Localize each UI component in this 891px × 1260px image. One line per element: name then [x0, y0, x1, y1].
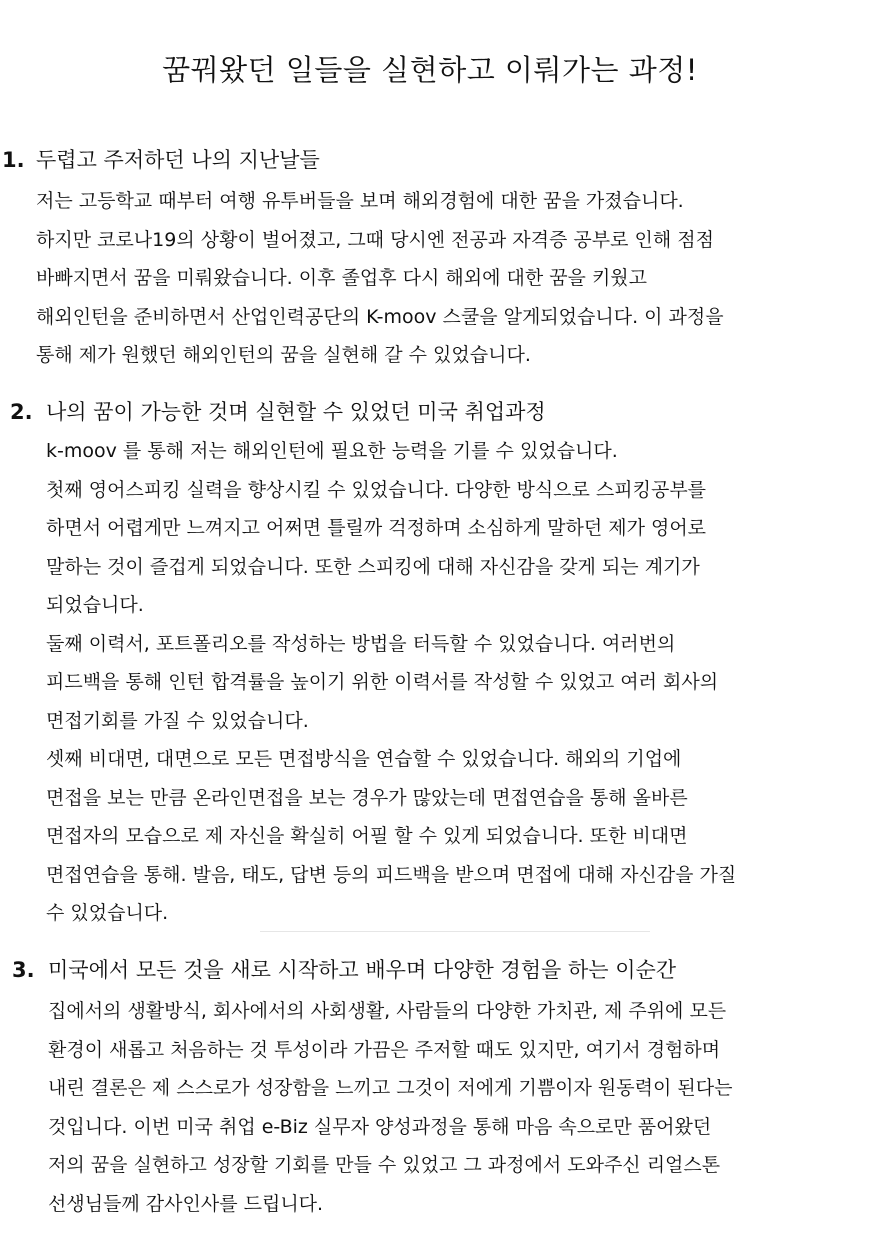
paragraph-line: 수 있었습니다.: [46, 902, 169, 924]
paragraph-line: 하지만 코로나19의 상황이 벌어졌고, 그때 당시엔 전공과 자격증 공부로 인해 점점: [36, 228, 714, 251]
paragraph-line: 되었습니다.: [46, 594, 144, 616]
paragraph-line: 면접자의 모습으로 제 자신을 확실히 어필 할 수 있게 되었습니다. 또한 비대면: [46, 825, 688, 847]
paragraph-line: 저는 고등학교 때부터 여행 유투버들을 보며 해외경험에 대한 꿈을 가졌습니다.: [36, 190, 684, 212]
paragraph-line: 바빠지면서 꿈을 미뤄왔습니다. 이후 졸업후 다시 해외에 대한 꿈을 키웠고: [36, 267, 648, 289]
paragraph-line: 말하는 것이 즐겁게 되었습니다. 또한 스피킹에 대해 자신감을 갖게 되는 계기가: [46, 555, 700, 578]
paragraph-line: 저의 꿈을 실현하고 성장할 기회를 만들 수 있었고 그 과정에서 도와주신 리얼스톤: [48, 1154, 721, 1176]
section-number: 3.: [12, 958, 35, 982]
section-body: [46, 432, 736, 933]
paragraph-line: 첫째 영어스피킹 실력을 향상시킬 수 있었습니다. 다양한 방식으로 스피킹공부를: [46, 478, 707, 501]
paragraph-line: 선생님들께 감사인사를 드립니다.: [48, 1192, 324, 1215]
section-body: [36, 182, 724, 375]
paragraph-line: 셋째 비대면, 대면으로 모든 면접방식을 연습할 수 있었습니다. 해외의 기업에: [46, 748, 682, 770]
paragraph-line: 피드백을 통해 인턴 합격률을 높이기 위한 이력서를 작성할 수 있었고 여러 회사의: [46, 671, 719, 693]
document-title: 꿈꿔왔던 일들을 실현하고 이뤄가는 과정!: [162, 53, 698, 87]
section-number: 2.: [10, 400, 33, 424]
divider: [260, 931, 650, 932]
section-2: [0, 394, 891, 924]
paragraph-line: 환경이 새롭고 처음하는 것 투성이라 가끔은 주저할 때도 있지만, 여기서 경험하며: [48, 1038, 721, 1061]
section-heading-text: 두렵고 주저하던 나의 지난날들: [36, 148, 320, 172]
section-heading: [0, 394, 891, 430]
section-3: [0, 952, 891, 1215]
paragraph-line: 면접을 보는 만큼 온라인면접을 보는 경우가 많았는데 면접연습을 통해 올바른: [46, 786, 688, 809]
section-body: [48, 992, 732, 1223]
paragraph-line: 해외인턴을 준비하면서 산업인력공단의 K-moov 스쿨을 알게되었습니다. 이 과정을: [36, 305, 724, 328]
section-number: 1.: [2, 148, 25, 172]
paragraph-line: 면접연습을 통해. 발음, 태도, 답변 등의 피드백을 받으며 면접에 대해 자신감을 가질: [46, 863, 737, 886]
paragraph-line: 것입니다. 이번 미국 취업 e-Biz 실무자 양성과정을 통해 마음 속으로만 품어왔던: [48, 1115, 712, 1138]
section-heading: [0, 952, 891, 988]
paragraph-line: k-moov 를 통해 저는 해외인턴에 필요한 능력을 기를 수 있었습니다.: [46, 440, 618, 462]
paragraph-line: 통해 제가 원했던 해외인턴의 꿈을 실현해 갈 수 있었습니다.: [36, 344, 531, 366]
paragraph-line: 내린 결론은 제 스스로가 성장함을 느끼고 그것이 저에게 기쁨이자 원동력이 된다는: [48, 1077, 733, 1099]
section-heading-text: 미국에서 모든 것을 새로 시작하고 배우며 다양한 경험을 하는 이순간: [48, 958, 677, 982]
section-heading: [0, 142, 891, 178]
paragraph-line: 둘째 이력서, 포트폴리오를 작성하는 방법을 터득할 수 있었습니다. 여러번의: [46, 632, 676, 655]
section-heading-text: 나의 꿈이 가능한 것며 실현할 수 있었던 미국 취업과정: [46, 400, 546, 424]
section-1: [0, 142, 891, 366]
paragraph-line: 하면서 어렵게만 느껴지고 어쩌면 틀릴까 걱정하며 소심하게 말하던 제가 영어로: [46, 517, 707, 539]
paragraph-line: 집에서의 생활방식, 회사에서의 사회생활, 사람들의 다양한 가치관, 제 주위에 모든: [48, 1000, 727, 1022]
paragraph-line: 면접기회를 가질 수 있었습니다.: [46, 709, 309, 732]
